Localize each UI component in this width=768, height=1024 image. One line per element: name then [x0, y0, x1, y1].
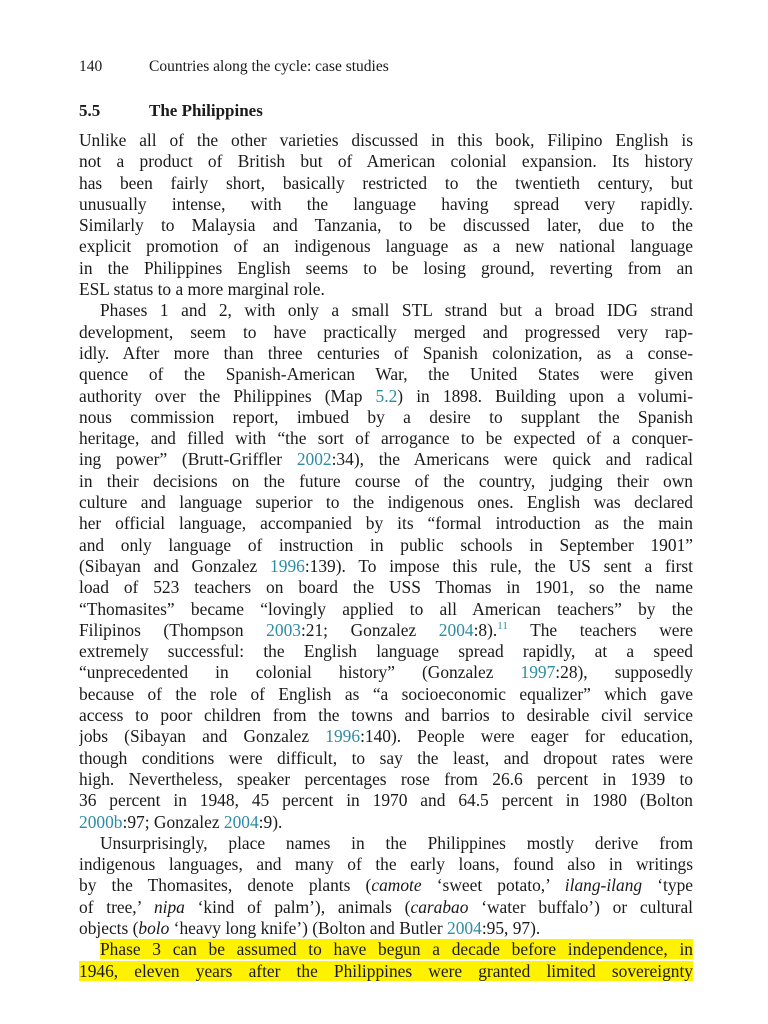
text-line: access to poor children from the towns and barrios to desirable civil service	[79, 705, 693, 726]
text-line: ing power” (Brutt-Griffler 2002:34), the Americans were quick and radical	[79, 449, 693, 470]
text-line: Filipinos (Thompson 2003:21; Gonzalez 2004:8).$^{11}$ The teachers were	[79, 619, 693, 640]
section-number: 5.5	[79, 101, 101, 120]
text-line: idly. After more than three centuries of Spanish colonization, as a conse-	[79, 342, 693, 363]
text-line: (Sibayan and Gonzalez 1996:139). To impose this rule, the US sent a first	[79, 555, 693, 576]
body-text	[79, 130, 693, 982]
citation-link[interactable]: 2002	[296, 449, 332, 470]
text-line: and only language of instruction in public schools in September 1901”	[79, 534, 693, 555]
italic-term: ilang-ilang	[564, 875, 643, 896]
text-line: load of 523 teachers on board the USS Thomas in 1901, so the name	[79, 577, 693, 598]
text-line: Unsurprisingly, place names in the Philippines mostly derive from	[100, 832, 693, 853]
citation-link[interactable]: 2003	[266, 619, 301, 640]
text-line: authority over the Philippines (Map 5.2) in 1898. Building upon a volumi-	[79, 385, 693, 406]
text-line: in the Philippines English seems to be losing ground, reverting from an	[79, 257, 693, 278]
running-header	[79, 57, 389, 77]
text-line: culture and language superior to the indigenous ones. English was declared	[79, 492, 693, 513]
running-title: Countries along the cycle: case studies	[149, 58, 389, 75]
text-line: indigenous languages, and many of the early loans, found also in writings	[79, 854, 693, 875]
text-line: her official language, accompanied by its “formal introduction as the main	[79, 513, 693, 534]
text-line: of tree,’ nipa ‘kind of palm’), animals (carabao ‘water buffalo’) or cultural	[79, 896, 693, 917]
text-line: Unlike all of the other varieties discussed in this book, Filipino English is	[79, 130, 693, 150]
text-line: 2000b:97; Gonzalez 2004:9).	[79, 811, 283, 832]
text-line: quence of the Spanish-American War, the United States were given	[79, 364, 693, 385]
text-line: because of the role of English as “a socioeconomic equalizer” which gave	[79, 683, 693, 704]
italic-term: carabao	[410, 896, 469, 917]
paragraph	[79, 939, 693, 982]
citation-link[interactable]: 2004	[438, 619, 474, 640]
citation-link[interactable]: 1996	[270, 555, 305, 576]
italic-term: bolo	[138, 917, 170, 938]
highlighted-text: 1946, eleven years after the Philippines were granted limited sovereignty	[79, 960, 693, 981]
text-line: Similarly to Malaysia and Tanzania, to be discussed later, due to the	[79, 215, 693, 236]
section-heading	[79, 100, 263, 122]
text-line: though conditions were difficult, to say the least, and dropout rates were	[79, 747, 693, 768]
text-line: 36 percent in 1948, 45 percent in 1970 and 64.5 percent in 1980 (Bolton	[79, 790, 693, 811]
text-line: heritage, and filled with “the sort of arrogance to be expected of a conquer-	[79, 428, 693, 449]
text-line: “unprecedented in colonial history” (Gonzalez 1997:28), supposedly	[79, 662, 693, 683]
section-title: The Philippines	[149, 101, 263, 120]
text-line	[79, 961, 693, 982]
text-line: explicit promotion of an indigenous language as a new national language	[79, 236, 693, 257]
text-line: jobs (Sibayan and Gonzalez 1996:140). People were eager for education,	[79, 726, 693, 747]
citation-link[interactable]: 1997	[520, 662, 556, 683]
text-line: ESL status to a more marginal role.	[79, 279, 325, 300]
text-line: objects (bolo ‘heavy long knife’) (Bolton and Butler 2004:95, 97).	[79, 917, 541, 938]
citation-link[interactable]: 1996	[325, 726, 361, 747]
footnote-marker[interactable]: 11	[497, 619, 508, 632]
text-line: high. Nevertheless, speaker percentages rose from 26.6 percent in 1939 to	[79, 768, 693, 789]
citation-link[interactable]: 2000b	[79, 811, 123, 832]
text-line: nous commission report, imbued by a desire to supplant the Spanish	[79, 406, 693, 427]
page-number: 140	[79, 58, 103, 75]
italic-term: nipa	[153, 896, 185, 917]
highlighted-text: Phase 3 can be assumed to have begun a decade before independence, in	[100, 939, 693, 960]
italic-term: camote	[371, 875, 422, 896]
text-line: unusually intense, with the language having spread very rapidly.	[79, 193, 693, 214]
paragraph	[79, 130, 693, 300]
text-line: in their decisions on the future course of the country, judging their own	[79, 470, 693, 491]
citation-link[interactable]: 2004	[223, 811, 259, 832]
citation-link[interactable]: 5.2	[375, 385, 398, 406]
text-line: extremely successful: the English language spread rapidly, at a speed	[79, 641, 693, 662]
text-line	[79, 939, 693, 960]
paragraph	[79, 300, 693, 832]
text-line: development, seem to have practically merged and progressed very rap-	[79, 321, 693, 342]
paragraph	[79, 833, 693, 939]
text-line: by the Thomasites, denote plants (camote ‘sweet potato,’ ilang-ilang ‘type	[79, 875, 693, 896]
text-line: Phases 1 and 2, with only a small STL strand but a broad IDG strand	[100, 300, 693, 321]
text-line: has been fairly short, basically restricted to the twentieth century, but	[79, 172, 693, 193]
text-line: not a product of British but of American colonial expansion. Its history	[79, 151, 693, 172]
citation-link[interactable]: 2004	[447, 917, 482, 938]
text-line: “Thomasites” became “lovingly applied to all American teachers” by the	[79, 598, 693, 619]
